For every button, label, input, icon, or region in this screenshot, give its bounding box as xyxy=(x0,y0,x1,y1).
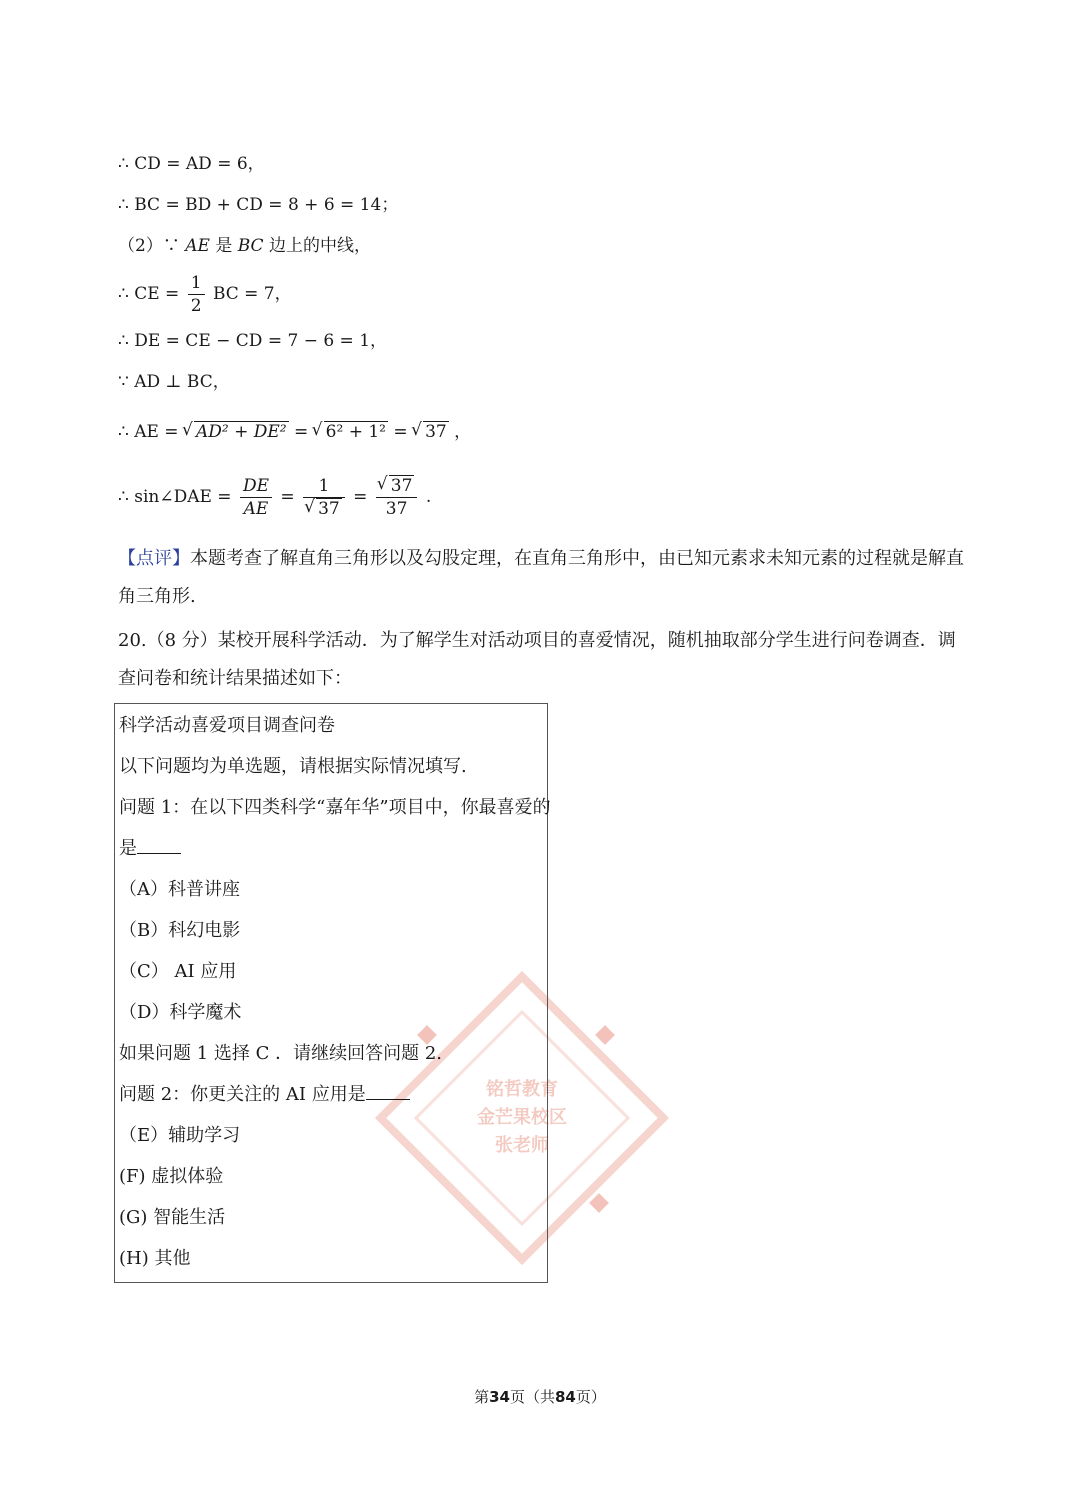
sqrt-radicand: 37 xyxy=(318,499,340,519)
frac-num xyxy=(376,475,418,498)
footer-mid: 页（共 xyxy=(509,1388,555,1406)
l3-mid: 是 xyxy=(209,236,238,256)
frac-den: 37 xyxy=(385,499,408,519)
survey-option-c: （C） AI 应用 xyxy=(119,961,237,982)
frac-den xyxy=(303,498,345,520)
l8-pre: ∴ sin∠DAE = xyxy=(118,487,232,507)
l8-end: . xyxy=(425,487,432,507)
watermark-line-2: 金芒果校区 xyxy=(477,1107,567,1128)
l8-eq-2: = xyxy=(353,487,368,507)
sqrt-3 xyxy=(413,420,449,444)
survey-q1-line2 xyxy=(119,837,181,861)
survey-option-e: （E）辅助学习 xyxy=(119,1125,241,1146)
survey-option-d: （D）科学魔术 xyxy=(119,1002,242,1023)
survey-box xyxy=(114,703,551,1283)
comment-tag: 【点评】 xyxy=(118,548,190,569)
solution-line-3 xyxy=(118,234,371,258)
comment-paragraph xyxy=(118,540,968,616)
solution-line-2: ∴ BC = BD + CD = 8 + 6 = 14； xyxy=(118,195,399,215)
survey-q2 xyxy=(119,1083,410,1107)
solution-line-4 xyxy=(118,270,292,318)
q2-text: 问题 2：你更关注的 AI 应用是 xyxy=(119,1084,366,1105)
fraction-half xyxy=(188,272,205,317)
l7-eq-2: = xyxy=(393,422,408,442)
comment-text: 本题考查了解直角三角形以及勾股定理，在直角三角形中，由已知元素求未知元素的过程就是解直角三角形. xyxy=(118,548,964,607)
survey-intro: 以下问题均为单选题，请根据实际情况填写. xyxy=(119,756,467,777)
l8-eq-1: = xyxy=(280,487,295,507)
fraction-1-sqrt37 xyxy=(303,475,345,520)
frac-num: 1 xyxy=(303,475,345,498)
footer-page-number: 34 xyxy=(489,1388,510,1406)
survey-option-f: (F) 虚拟体验 xyxy=(119,1166,224,1187)
l4-post: BC = 7， xyxy=(212,284,292,304)
sqrt-3-radicand: 37 xyxy=(425,422,447,442)
survey-option-h: (H) 其他 xyxy=(119,1248,191,1269)
l3-prefix: （2）∵ xyxy=(118,236,186,256)
survey-option-b: （B）科幻电影 xyxy=(119,920,241,941)
l7-pre: ∴ AE = xyxy=(118,422,179,442)
q1-line2-text: 是 xyxy=(119,838,137,859)
sqrt-1-radicand: AD² + DE² xyxy=(195,422,287,442)
l3-suffix: 边上的中线， xyxy=(263,236,371,256)
footer-post: 页） xyxy=(575,1388,606,1406)
frac-den: AE xyxy=(243,499,269,519)
fraction-sqrt37-37 xyxy=(376,475,418,520)
survey-condition: 如果问题 1 选择 C ．请继续回答问题 2. xyxy=(119,1043,443,1064)
fraction-de-ae xyxy=(240,475,272,520)
solution-line-7 xyxy=(118,420,471,444)
solution-line-1: ∴ CD = AD = 6， xyxy=(118,154,265,174)
survey-title: 科学活动喜爱项目调查问卷 xyxy=(119,715,335,736)
frac-den: 2 xyxy=(190,296,202,316)
sqrt-2-radicand: 6² + 1² xyxy=(325,422,386,442)
l7-end: ， xyxy=(454,422,472,442)
solution-line-8 xyxy=(118,470,431,524)
watermark-line-3: 张老师 xyxy=(495,1135,549,1156)
footer-total-pages: 84 xyxy=(555,1388,576,1406)
frac-num: DE xyxy=(240,475,272,498)
sqrt-radicand: 37 xyxy=(390,476,413,496)
question-paragraph: 20.（8 分）某校开展科学活动．为了解学生对活动项目的喜爱情况，随机抽取部分学生进行问卷调查．调查问卷和统计结果描述如下： xyxy=(118,630,956,689)
page-footer xyxy=(0,1386,1080,1407)
l3-bc: BC xyxy=(237,236,264,256)
survey-option-a: （A）科普讲座 xyxy=(119,879,240,900)
l4-pre: ∴ CE = xyxy=(118,284,180,304)
solution-line-6: ∵ AD ⊥ BC， xyxy=(118,372,230,392)
survey-q1-line1: 问题 1：在以下四类科学“嘉年华”项目中，你最喜爱的 xyxy=(119,797,551,818)
l3-ae: AE xyxy=(185,236,210,256)
frac-num: 1 xyxy=(188,272,205,295)
answer-blank-1 xyxy=(137,837,181,854)
survey-option-g: (G) 智能生活 xyxy=(119,1207,226,1228)
sqrt-2 xyxy=(314,420,388,444)
sqrt-1 xyxy=(184,420,289,444)
footer-pre: 第 xyxy=(474,1388,490,1406)
watermark-line-1: 铭哲教育 xyxy=(486,1079,558,1100)
solution-line-5: ∴ DE = CE − CD = 7 − 6 = 1， xyxy=(118,331,388,351)
answer-blank-2 xyxy=(366,1083,410,1100)
l7-eq-1: = xyxy=(294,422,309,442)
